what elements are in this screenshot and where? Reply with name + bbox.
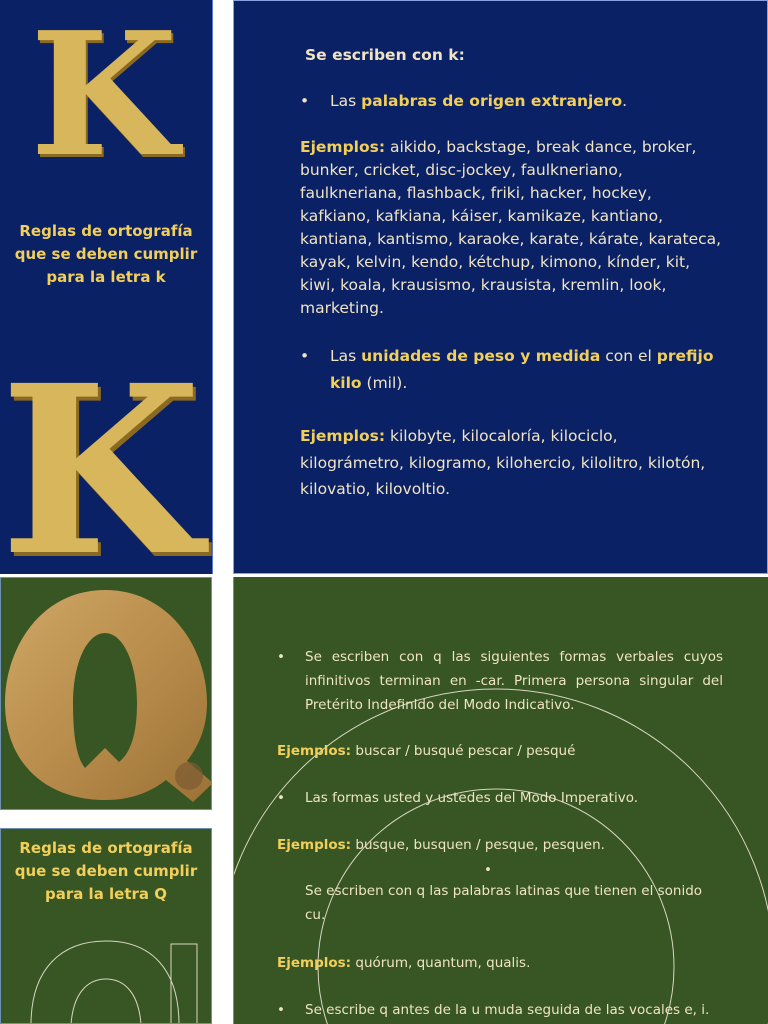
bullet-icon: • bbox=[484, 862, 492, 878]
bullet-icon: • bbox=[300, 347, 310, 365]
letter-k-image-top: K bbox=[30, 0, 178, 195]
k-rules-title: Reglas de ortografía que se deben cumplir para la letra k bbox=[14, 222, 198, 286]
q-examples-verbs: Ejemplos: buscar / busqué pescar / pesqué bbox=[277, 743, 576, 759]
k-bullet-foreign: • Las palabras de origen extranjero. bbox=[300, 88, 730, 115]
k-examples-units: Ejemplos: kilobyte, kilocaloría, kilociclo, kilográmetro, kilogramo, kilohercio, kilolitro, kilotón, kilovatio, kilovoltio. bbox=[300, 427, 706, 498]
bullet-icon: • bbox=[277, 1002, 285, 1018]
q-bullet-verbs: • Se escriben con q las siguientes formas verbales cuyos infinitivos terminan en -car. Primera persona singular del Pretérito Indefinido del Modo Indicativo. bbox=[277, 645, 723, 717]
bullet-icon: • bbox=[277, 790, 285, 806]
k-bullet-units: • Las unidades de peso y medida con el prefijo kilo (mil). bbox=[300, 343, 730, 397]
q-lowercase-outline bbox=[1, 829, 212, 1024]
q-rules-title: Reglas de ortografía que se deben cumplir para la letra Q bbox=[14, 839, 198, 903]
bullet-icon: • bbox=[277, 649, 285, 665]
q-bullet-silent-u: • Se escribe q antes de la u muda seguida de las vocales e, i. bbox=[277, 998, 723, 1022]
k-title-panel bbox=[0, 0, 213, 574]
q-examples-latin: Ejemplos: quórum, quantum, qualis. bbox=[277, 955, 531, 971]
letter-q-image-panel bbox=[0, 577, 212, 810]
bullet-icon: • bbox=[300, 92, 310, 110]
letter-k-image-bottom: K bbox=[0, 334, 202, 574]
q-bullet-imperative: • Las formas usted y ustedes del Modo Imperativo. bbox=[277, 786, 723, 810]
q-title-panel bbox=[0, 828, 212, 1024]
k-examples-foreign: Ejemplos: aikido, backstage, break dance, broker, bunker, cricket, disc-jockey, faulkneriano, faulkneriana, flashback, friki, hacker, hockey, kafkiano, kafkiana, káiser, kamikaze, kantiano, kantiana, kantismo, karaoke, karate, kárate, karateca, kayak, kelvin, kendo, kétchup, kimono, kínder, kit, kiwi, koala, krausismo, krausista, kremlin, look, marketing. bbox=[300, 138, 722, 317]
q-bullet-latin: Se escriben con q las palabras latinas que tienen el sonido cu. bbox=[305, 883, 703, 923]
k-heading: Se escriben con k: bbox=[305, 46, 465, 64]
q-examples-imperative: Ejemplos: busque, busquen / pesque, pesquen. bbox=[277, 837, 605, 853]
letter-q-image bbox=[1, 578, 212, 810]
